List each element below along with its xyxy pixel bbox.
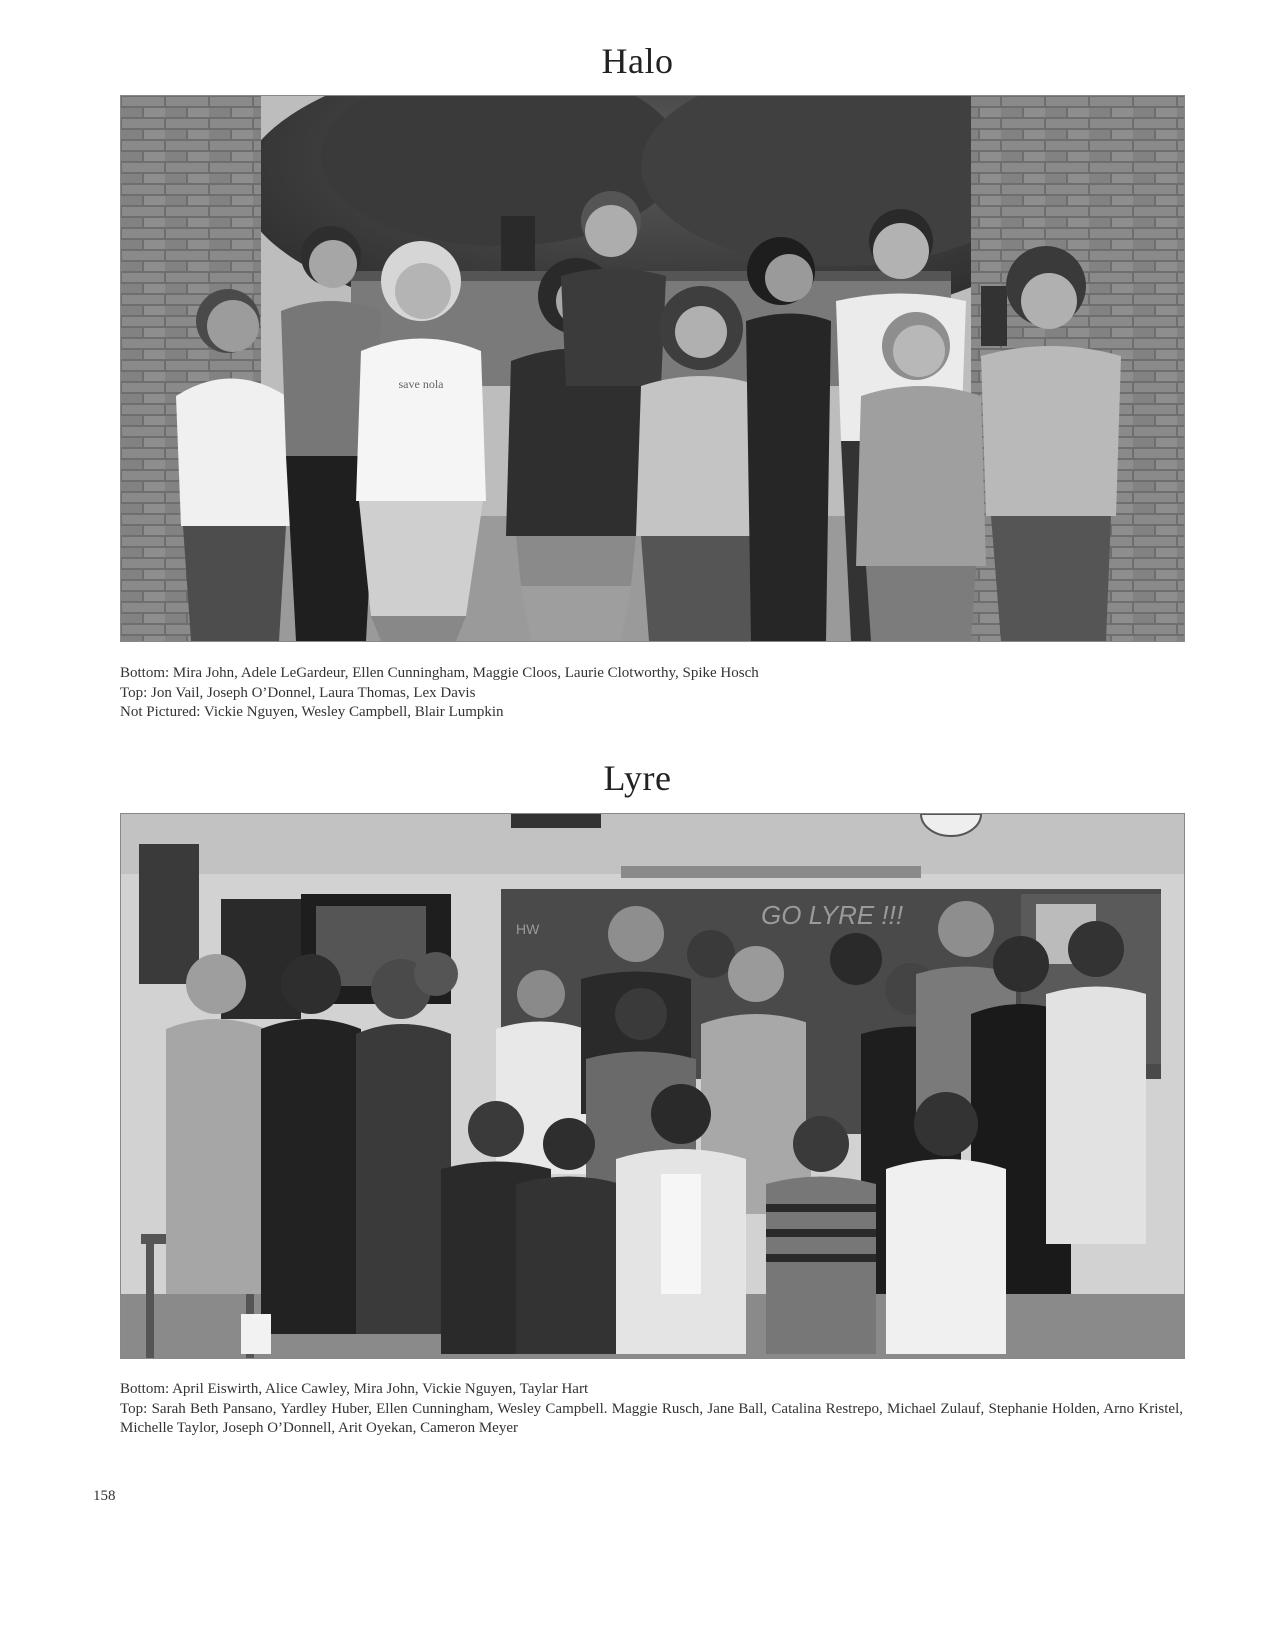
board-corner-text: HW [516, 921, 540, 937]
halo-photo-illustration [121, 96, 1184, 641]
lyre-caption [120, 1380, 1183, 1439]
chalkboard-text: GO LYRE !!! [761, 900, 904, 930]
shirt-text: save nola [398, 377, 444, 391]
halo-group-photo [120, 95, 1185, 642]
halo-caption [120, 664, 1183, 723]
halo-caption-not-pictured: Not Pictured: Vickie Nguyen, Wesley Campbell, Blair Lumpkin [120, 704, 504, 720]
halo-caption-top: Top: Jon Vail, Joseph O’Donnel, Laura Thomas, Lex Davis [120, 684, 476, 701]
halo-caption-bottom: Bottom: Mira John, Adele LeGardeur, Ellen Cunningham, Maggie Cloos, Laurie Clotworthy, Spike Hosch [120, 665, 759, 681]
lyre-section-title: Lyre [603, 758, 672, 798]
lyre-caption-top: Top: Sarah Beth Pansano, Yardley Huber, Ellen Cunningham, Wesley Campbell. Maggie Rusch, Jane Ball, Catalina Restrepo, Michael Zulauf, Stephanie Holden, Arno Kristel, Michelle Taylor, Joseph O’Donnell, Arit Oyekan, Cameron Meyer [120, 1400, 1183, 1436]
halo-section-title: Halo [601, 41, 674, 81]
lyre-group-photo [120, 813, 1185, 1359]
lyre-photo-illustration [121, 814, 1184, 1358]
page-number: 158 [93, 1488, 116, 1504]
lyre-caption-bottom: Bottom: April Eiswirth, Alice Cawley, Mira John, Vickie Nguyen, Taylar Hart [120, 1381, 589, 1397]
